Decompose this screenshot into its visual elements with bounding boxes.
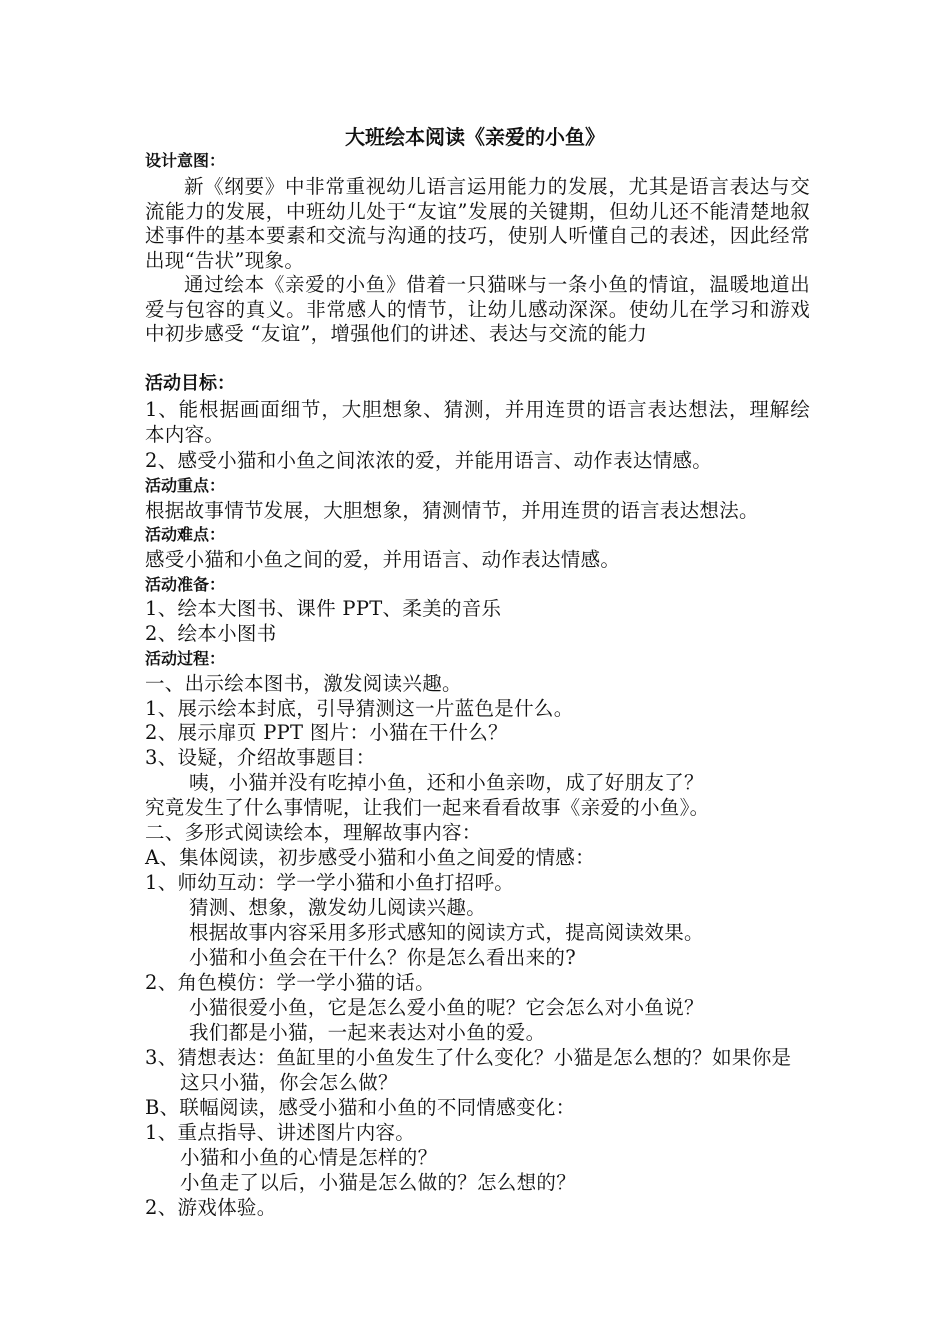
process-line: 根据故事内容采用多形式感知的阅读方式，提高阅读效果。 xyxy=(189,921,704,944)
design-intent-paragraph-1: 新《纲要》中非常重视幼儿语言运用能力的发展，尤其是语言表达与交流能力的发展，中班幼儿处于“友谊”发展的关键期，但幼儿还不能清楚地叙述事件的基本要素和交流与沟通的技巧，使别人听懂自己的表述，因此经常出现“告状”现象。 xyxy=(145,175,810,272)
goal-item-1: 1、能根据画面细节，大胆想象、猜测，并用连贯的语言表达想法，理解绘本内容。 xyxy=(145,398,810,446)
process-line: A、集体阅读，初步感受小猫和小鱼之间爱的情感： xyxy=(145,846,595,869)
key-point-text: 根据故事情节发展，大胆想象，猜测情节，并用连贯的语言表达想法。 xyxy=(145,499,759,522)
process-line: 小猫和小鱼的心情是怎样的？ xyxy=(180,1146,438,1169)
preparation-item-2: 2、绘本小图书 xyxy=(145,622,277,645)
process-line: 2、游戏体验。 xyxy=(145,1196,277,1219)
process-line: B、联幅阅读，感受小猫和小鱼的不同情感变化： xyxy=(145,1096,576,1119)
process-line: 我们都是小猫，一起来表达对小鱼的爱。 xyxy=(189,1021,546,1044)
preparation-heading: 活动准备： xyxy=(145,575,226,594)
process-heading: 活动过程： xyxy=(145,649,226,668)
process-line: 究竟发生了什么事情呢，让我们一起来看看故事《亲爱的小鱼》。 xyxy=(145,796,710,819)
document-title: 大班绘本阅读《亲爱的小鱼》 xyxy=(345,125,605,149)
process-line: 猜测、想象，激发幼儿阅读兴趣。 xyxy=(189,896,487,919)
process-line: 2、展示扉页 PPT 图片：小猫在干什么？ xyxy=(145,721,508,744)
process-line: 咦，小猫并没有吃掉小鱼，还和小鱼亲吻，成了好朋友了？ xyxy=(189,771,704,794)
goals-heading: 活动目标： xyxy=(145,373,235,394)
process-line: 小猫很爱小鱼，它是怎么爱小鱼的呢？它会怎么对小鱼说？ xyxy=(189,996,704,1019)
process-line: 3、设疑，介绍故事题目： xyxy=(145,746,376,769)
preparation-item-1: 1、绘本大图书、课件 PPT、柔美的音乐 xyxy=(145,597,502,620)
difficulty-heading: 活动难点： xyxy=(145,525,226,544)
design-intent-heading: 设计意图： xyxy=(145,151,226,170)
process-line: 小鱼走了以后，小猫是怎么做的？怎么想的？ xyxy=(180,1171,577,1194)
design-intent-paragraph-2: 通过绘本《亲爱的小鱼》借着一只猫咪与一条小鱼的情谊，温暖地道出爱与包容的真义。非常感人的情节，让幼儿感动深深。使幼儿在学习和游戏中初步感受 “友谊”，增强他们的讲述、表达与交流的能力 xyxy=(145,273,810,345)
process-line: 1、师幼互动：学一学小猫和小鱼打招呼。 xyxy=(145,871,515,894)
process-line: 小猫和小鱼会在干什么？你是怎么看出来的? xyxy=(189,946,576,969)
process-line: 1、重点指导、讲述图片内容。 xyxy=(145,1121,416,1144)
goal-item-2: 2、感受小猫和小鱼之间浓浓的爱，并能用语言、动作表达情感。 xyxy=(145,449,713,472)
process-line: 2、角色模仿：学一学小猫的话。 xyxy=(145,971,435,994)
process-line: 二、多形式阅读绘本，理解故事内容： xyxy=(145,821,482,844)
key-point-heading: 活动重点： xyxy=(145,476,226,495)
difficulty-text: 感受小猫和小鱼之间的爱，并用语言、动作表达情感。 xyxy=(145,548,621,571)
process-line: 3、猜想表达：鱼缸里的小鱼发生了什么变化？小猫是怎么想的？如果你是这只小猫，你会怎么做？ xyxy=(145,1046,792,1094)
process-line: 一、出示绘本图书，激发阅读兴趣。 xyxy=(145,672,462,695)
process-line: 1、展示绘本封底，引导猜测这一片蓝色是什么。 xyxy=(145,697,574,720)
